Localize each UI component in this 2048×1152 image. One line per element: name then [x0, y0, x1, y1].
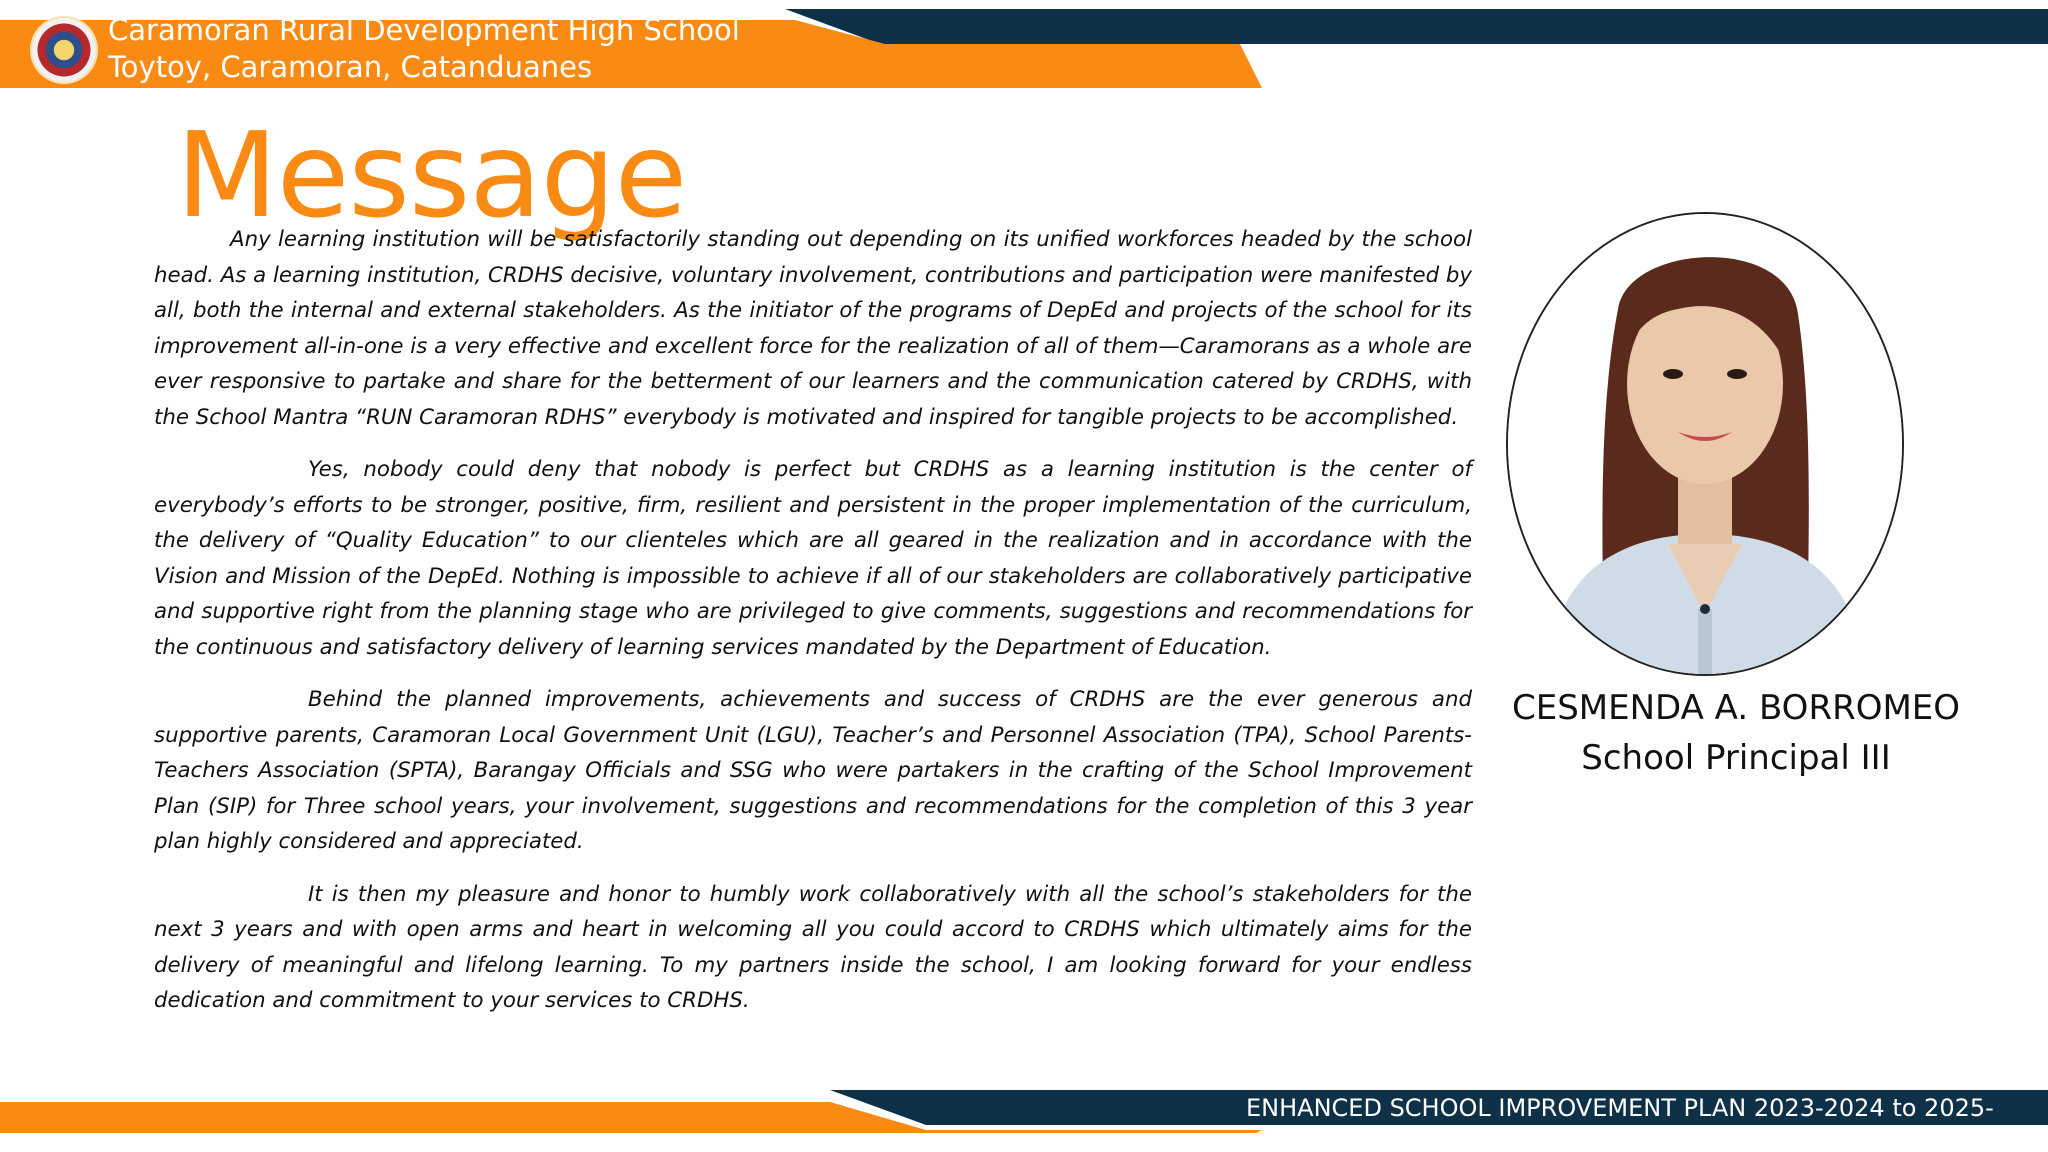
footer-plan-title: ENHANCED SCHOOL IMPROVEMENT PLAN 2023-2024 to 2025- — [1246, 1094, 1994, 1122]
page-title: Message — [176, 106, 687, 244]
principal-photo — [1506, 212, 1904, 676]
header-school-info — [108, 12, 740, 86]
message-paragraph-3: Behind the planned improvements, achievements and success of CRDHS are the ever generous and supportive parents, Caramoran Local Government Unit (LGU), Teacher’s and Personnel Association (TPA), School Parents- Teachers Association (SPTA), Barangay Officials and SSG who were partakers in the crafting of the School Improvement Plan (SIP) for Three school years, your involvement, suggestions and recommendations for the completion of this 3 year plan highly considered and appreciated. — [154, 687, 1472, 854]
message-paragraph-2: Yes, nobody could deny that nobody is perfect but CRDHS as a learning institution is the center of everybody’s efforts to be stronger, positive, firm, resilient and persistent in the proper implementation of the curriculum, the delivery of “Quality Education” to our clienteles which are all geared in the realization and in accordance with the Vision and Mission of the DepEd. Nothing is impossible to achieve if all of our stakeholders are collaboratively participative and supportive right from the planning stage who are privileged to give comments, suggestions and recommendations for the continuous and satisfactory delivery of learning services mandated by the Department of Education. — [154, 457, 1472, 660]
school-seal-logo-icon — [32, 18, 96, 82]
principal-name: CESMENDA A. BORROMEO — [1511, 688, 1961, 728]
school-address: Toytoy, Caramoran, Catanduanes — [108, 50, 593, 84]
school-name: Caramoran Rural Development High School — [108, 13, 740, 47]
message-body — [154, 222, 1472, 1036]
principal-position: School Principal III — [1581, 738, 1891, 778]
message-paragraph-4: It is then my pleasure and honor to humbly work collaboratively with all the school’s stakeholders for the next 3 years and with open arms and heart in welcoming all you could accord to CRDHS which ultimately aims for the delivery of meaningful and lifelong learning. To my partners inside the school, I am looking forward for your endless dedication and commitment to your services to CRDHS. — [154, 881, 1472, 1013]
message-paragraph-1: Any learning institution will be satisfactorily standing out depending on its unified workforces headed by the school head. As a learning institution, CRDHS decisive, voluntary involvement, contributions and participation were manifested by all, both the internal and external stakeholders. As the initiator of the programs of DepEd and projects of the school for its improvement all-in-one is a very effective and excellent force for the realization of all of them—Caramorans as a whole are ever responsive to partake and share for the betterment of our learners and the communication catered by CRDHS, with the School Mantra “RUN Caramoran RDHS” everybody is motivated and inspired for tangible projects to be accomplished. — [154, 227, 1472, 430]
